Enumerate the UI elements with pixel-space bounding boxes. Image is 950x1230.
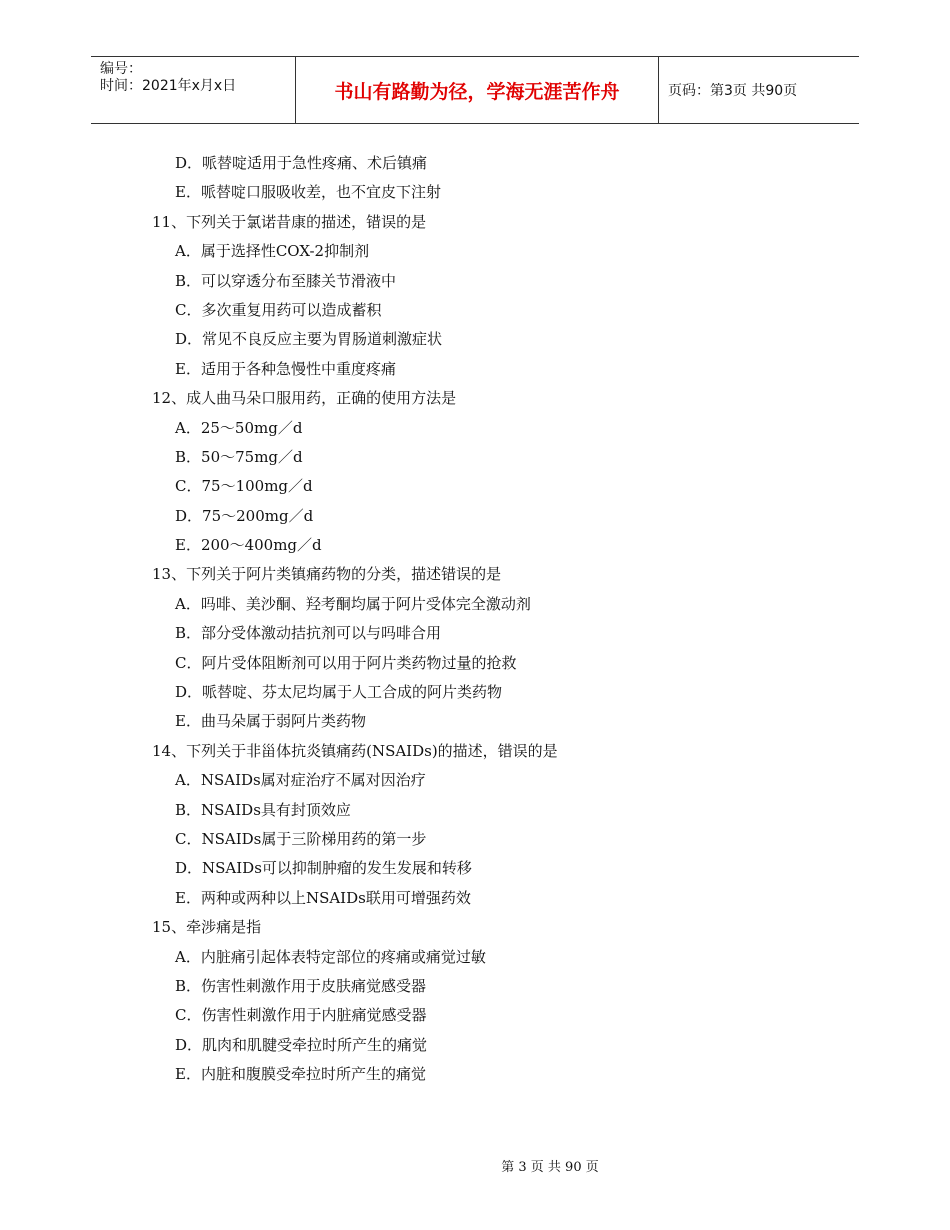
answer-option: B．伤害性刺激作用于皮肤痛觉感受器	[175, 976, 427, 995]
answer-option: B．部分受体激动拮抗剂可以与吗啡合用	[175, 624, 442, 643]
answer-option: D．哌替啶适用于急性疼痛、术后镇痛	[175, 154, 428, 172]
page-header	[91, 56, 859, 124]
answer-option: D．肌肉和肌腱受牵拉时所产生的痛觉	[175, 1035, 428, 1054]
answer-option: A．NSAIDs属对症治疗不属对因治疗	[175, 771, 426, 790]
answer-option: B．可以穿透分布至膝关节滑液中	[175, 271, 397, 290]
answer-option: A．吗啡、美沙酮、羟考酮均属于阿片受体完全激动剂	[175, 594, 531, 613]
document-time: 时间：2021年x月x日	[100, 78, 237, 94]
answer-option: E．内脏和腹膜受牵拉时所产生的痛觉	[175, 1065, 426, 1084]
question-stem: 15、牵涉痛是指	[152, 918, 262, 937]
answer-option: A．内脏痛引起体表特定部位的疼痛或痛觉过敏	[175, 947, 486, 966]
answer-option: A．25～50mg／d	[175, 418, 303, 437]
page-footer: 第 3 页 共 90 页	[501, 1160, 599, 1175]
answer-option: E．曲马朵属于弱阿片类药物	[175, 712, 366, 731]
question-stem: 12、成人曲马朵口服用药，正确的使用方法是	[152, 389, 457, 408]
answer-option: D．NSAIDs可以抑制肿瘤的发生发展和转移	[175, 859, 472, 878]
answer-option: D．常见不良反应主要为胃肠道刺激症状	[175, 330, 443, 349]
answer-option: C．多次重复用药可以造成蓄积	[175, 300, 382, 319]
header-meta	[91, 57, 296, 123]
answer-option: C．75～100mg／d	[175, 477, 313, 496]
header-page-info: 页码：第3页 共90页	[668, 83, 798, 99]
header-motto: 书山有路勤为径，学海无涯苦作舟	[296, 57, 659, 123]
answer-option: C．NSAIDs属于三阶梯用药的第一步	[175, 829, 427, 848]
answer-option: B．50～75mg／d	[175, 447, 303, 466]
answer-option: C．阿片受体阻断剂可以用于阿片类药物过量的抢救	[175, 653, 517, 672]
answer-option: A．属于选择性COX-2抑制剂	[175, 242, 370, 261]
document-number-label: 编号：	[100, 61, 142, 77]
question-stem: 11、下列关于氯诺昔康的描述，错误的是	[152, 212, 427, 231]
question-stem: 14、下列关于非甾体抗炎镇痛药(NSAIDs)的描述，错误的是	[152, 741, 558, 760]
question-stem: 13、下列关于阿片类镇痛药物的分类，描述错误的是	[152, 565, 502, 584]
answer-option: E．适用于各种急慢性中重度疼痛	[175, 359, 396, 378]
answer-option: D．75～200mg／d	[175, 506, 314, 525]
answer-option: B．NSAIDs具有封顶效应	[175, 800, 351, 819]
answer-option: E．哌替啶口服吸收差，也不宜皮下注射	[175, 183, 441, 202]
answer-option: E．两种或两种以上NSAIDs联用可增强药效	[175, 888, 471, 907]
answer-option: D．哌替啶、芬太尼均属于人工合成的阿片类药物	[175, 683, 503, 702]
question-list	[152, 149, 852, 1090]
answer-option: C．伤害性刺激作用于内脏痛觉感受器	[175, 1006, 427, 1025]
answer-option: E．200～400mg／d	[175, 536, 322, 555]
